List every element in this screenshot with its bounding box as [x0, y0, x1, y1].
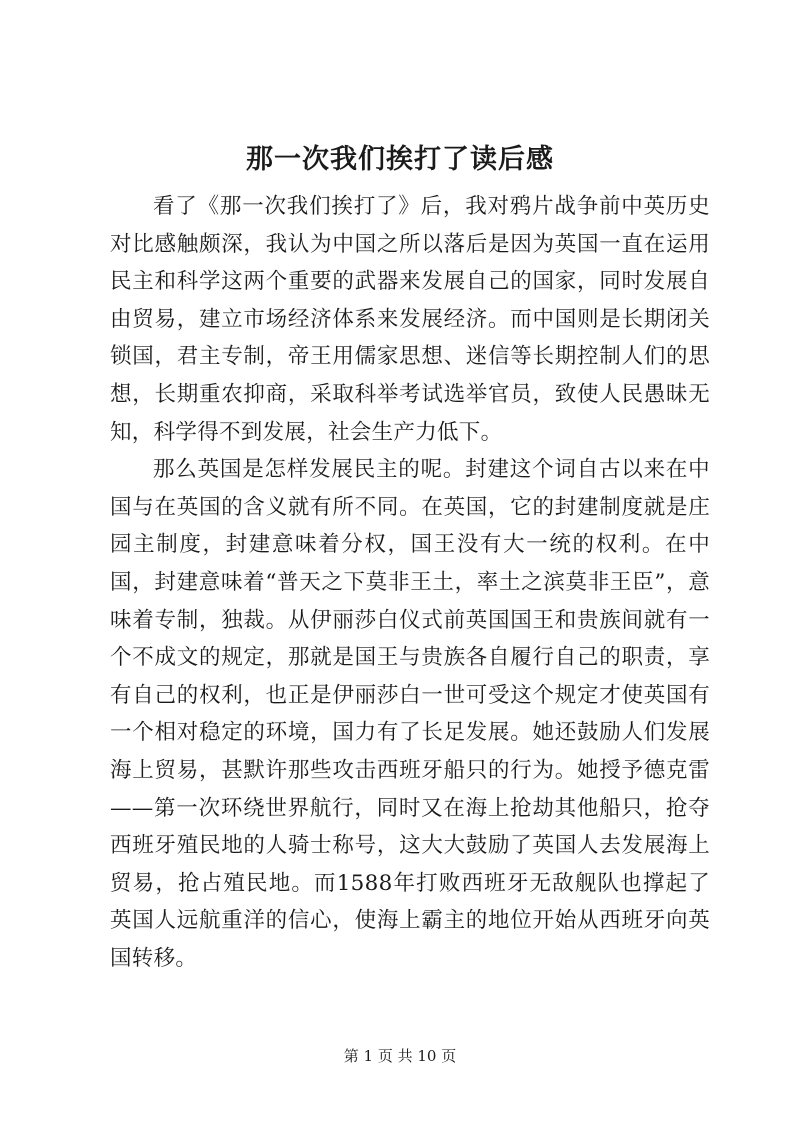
paragraph-1: 看了《那一次我们挨打了》后，我对鸦片战争前中英历史对比感触颇深，我认为中国之所以落后是因为英国一直在运用民主和科学这两个重要的武器来发展自己的国家，同时发展自由贸易，建立市场经济体系来发展经济。而中国则是长期闭关锁国，君主专制，帝王用儒家思想、迷信等长期控制人们的思想，长期重农抑商，采取科举考试选举官员，致使人民愚昧无知，科学得不到发展，社会生产力低下。: [110, 194, 710, 445]
page-number-footer: 第 1 页 共 10 页: [343, 1047, 457, 1065]
paragraph-2: 那么英国是怎样发展民主的呢。封建这个词自古以来在中国与在英国的含义就有所不同。在英国，它的封建制度就是庄园主制度，封建意味着分权，国王没有大一统的权利。在中国，封建意味着“普天之下莫非王土，率土之滨莫非王臣”，意味着专制，独裁。从伊丽莎白仪式前英国国王和贵族间就有一个不成文的规定，那就是国王与贵族各自履行自己的职责，享有自己的权利，也正是伊丽莎白一世可受这个规定才使英国有一个相对稳定的环境，国力有了长足发展。她还鼓励人们发展海上贸易，甚默许那些攻击西班牙船只的行为。她授予德克雷——第一次环绕世界航行，同时又在海上抢劫其他船只，抢夺西班牙殖民地的人骑士称号，这大大鼓励了英国人去发展海上贸易，抢占殖民地。而1588年打败西班牙无敌舰队也撑起了英国人远航重洋的信心，使海上霸主的地位开始从西班牙向英国转移。: [110, 457, 710, 971]
document-title: 那一次我们挨打了读后感: [246, 144, 554, 175]
document-body: [110, 188, 710, 977]
